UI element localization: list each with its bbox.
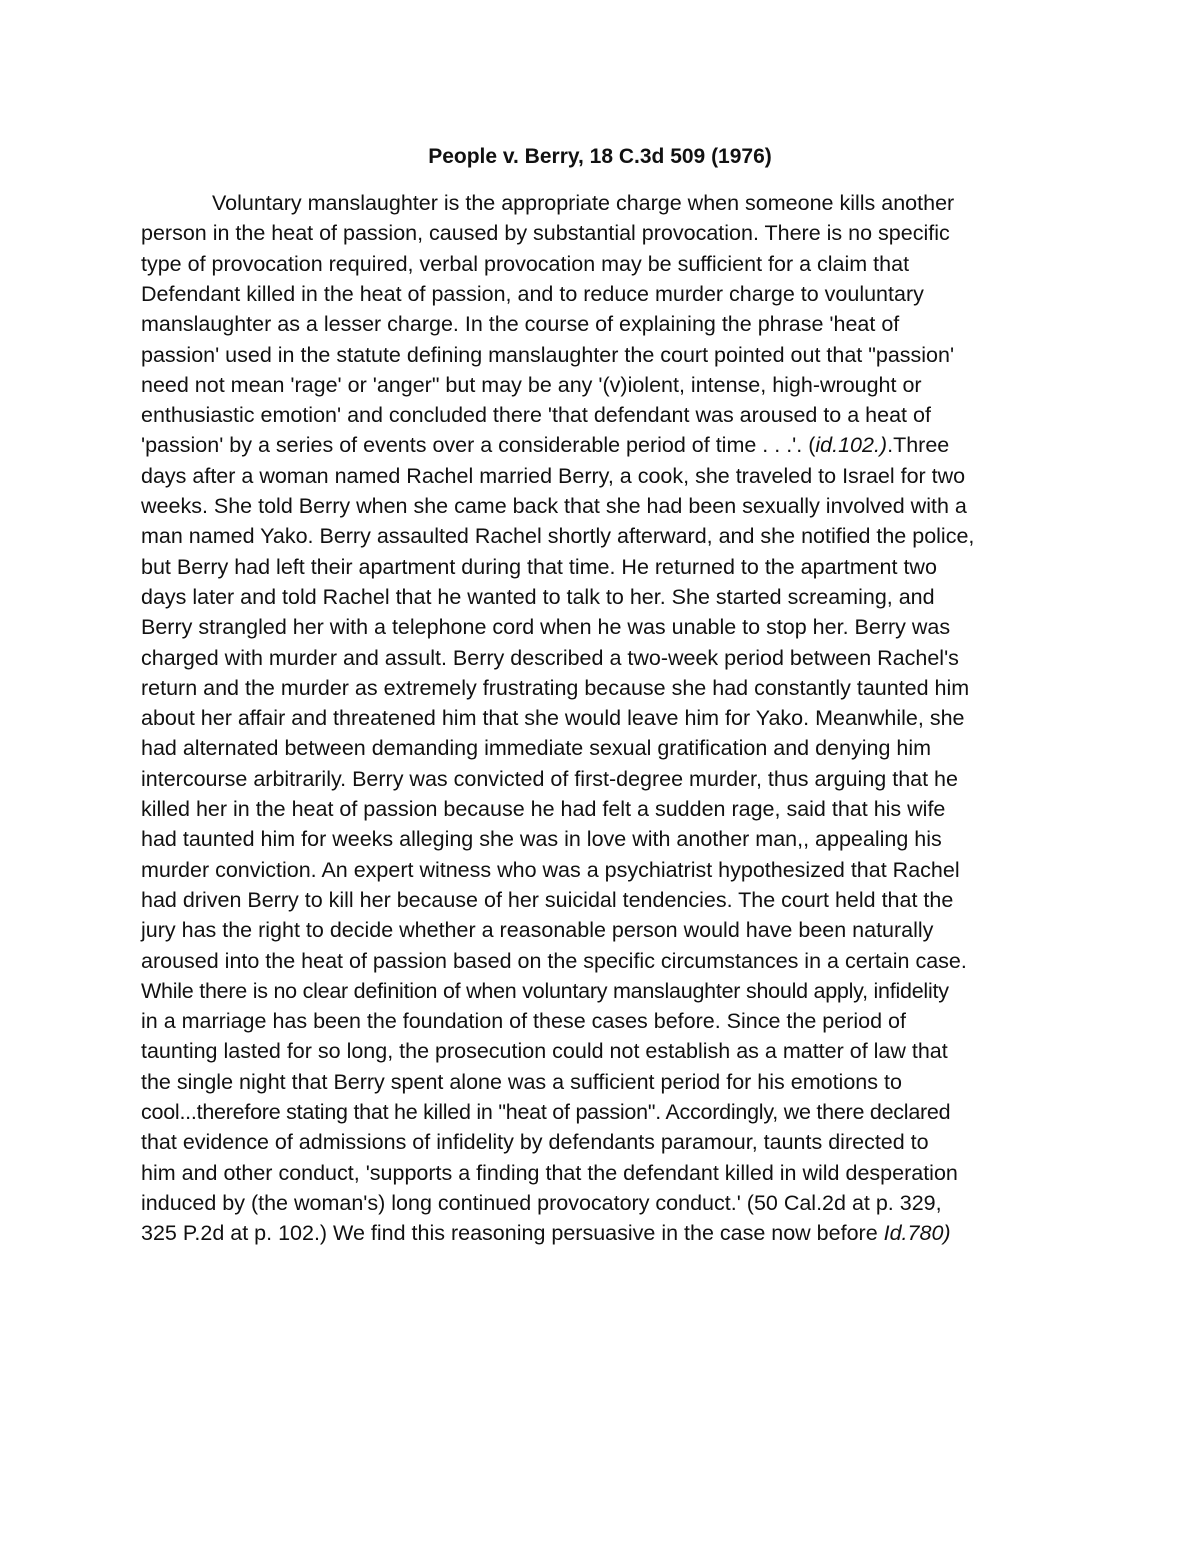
paragraph-line: taunting lasted for so long, the prosecution could not establish as a matter of law that: [141, 1039, 948, 1064]
paragraph-line: days later and told Rachel that he wanted to talk to her. She started screaming, and: [141, 584, 935, 609]
paragraph-line: jury has the right to decide whether a reasonable person would have been naturally: [141, 918, 934, 943]
paragraph-line: in a marriage has been the foundation of these cases before. Since the period of: [141, 1009, 906, 1034]
paragraph-line: had taunted him for weeks alleging she was in love with another man,, appealing his: [141, 827, 942, 852]
paragraph-line: the single night that Berry spent alone was a sufficient period for his emotions to: [141, 1069, 902, 1094]
paragraph-line: killed her in the heat of passion because he had felt a sudden rage, said that his wife: [141, 797, 946, 821]
line-text-continued: .Three: [887, 433, 950, 458]
paragraph-line: Defendant killed in the heat of passion, and to reduce murder charge to vouluntary: [141, 281, 924, 306]
line-text: 'passion' by a series of events over a considerable period of time . . .'. (: [141, 433, 816, 458]
paragraph-line: had driven Berry to kill her because of her suicidal tendencies. The court held that the: [141, 887, 954, 912]
paragraph-line: murder conviction. An expert witness who was a psychiatrist hypothesized that Rachel: [141, 857, 960, 882]
paragraph-line: intercourse arbitrarily. Berry was convicted of first-degree murder, thus arguing that he: [141, 766, 958, 791]
paragraph-line: him and other conduct, 'supports a finding that the defendant killed in wild desperation: [141, 1160, 958, 1185]
paragraph-line: weeks. She told Berry when she came back that she had been sexually involved with a: [141, 494, 967, 518]
document-title: People v. Berry, 18 C.3d 509 (1976): [428, 145, 772, 168]
paragraph-line: charged with murder and assult. Berry described a two-week period between Rachel's: [141, 645, 959, 670]
paragraph-line: need not mean 'rage' or 'anger" but may be any '(v)iolent, intense, high-wrought or: [141, 372, 922, 397]
paragraph-line: manslaughter as a lesser charge. In the course of explaining the phrase 'heat of: [141, 312, 900, 337]
paragraph-line: but Berry had left their apartment during that time. He returned to the apartment two: [141, 554, 937, 579]
citation-id-102: id.102.): [815, 433, 888, 458]
line-text: 325 P.2d at p. 102.) We find this reasoning persuasive in the case now before: [141, 1221, 884, 1246]
paragraph-line: While there is no clear definition of when voluntary manslaughter should apply, infidelity: [141, 978, 949, 1003]
paragraph-line: [141, 430, 949, 460]
paragraph-line: man named Yako. Berry assaulted Rachel shortly afterward, and she notified the police,: [141, 524, 975, 549]
paragraph-line: enthusiastic emotion' and concluded there 'that defendant was aroused to a heat of: [141, 403, 931, 428]
paragraph-line: days after a woman named Rachel married Berry, a cook, she traveled to Israel for two: [141, 463, 966, 488]
paragraph-line: had alternated between demanding immediate sexual gratification and denying him: [141, 736, 932, 761]
paragraph-line: that evidence of admissions of infidelity by defendants paramour, taunts directed to: [141, 1130, 929, 1155]
paragraph-line: passion' used in the statute defining manslaughter the court pointed out that "passion': [141, 342, 955, 367]
paragraph-line: type of provocation required, verbal provocation may be sufficient for a claim that: [141, 251, 910, 276]
paragraph-line: induced by (the woman's) long continued provocatory conduct.' (50 Cal.2d at p. 329,: [141, 1190, 942, 1215]
paragraph-line: [141, 1218, 951, 1248]
paragraph-line: aroused into the heat of passion based on the specific circumstances in a certain case.: [141, 948, 967, 973]
paragraph-line: person in the heat of passion, caused by substantial provocation. There is no specific: [141, 221, 950, 246]
paragraph-line: about her affair and threatened him that she would leave him for Yako. Meanwhile, she: [141, 706, 965, 731]
paragraph-line: cool...therefore stating that he killed in "heat of passion". Accordingly, we there declared: [141, 1100, 951, 1124]
paragraph-line: return and the murder as extremely frustrating because she had constantly taunted him: [141, 675, 970, 700]
paragraph-line: Berry strangled her with a telephone cord when he was unable to stop her. Berry was: [141, 615, 951, 640]
citation-id-780: Id.780): [883, 1221, 951, 1246]
paragraph-line: Voluntary manslaughter is the appropriate charge when someone kills another: [212, 191, 955, 215]
